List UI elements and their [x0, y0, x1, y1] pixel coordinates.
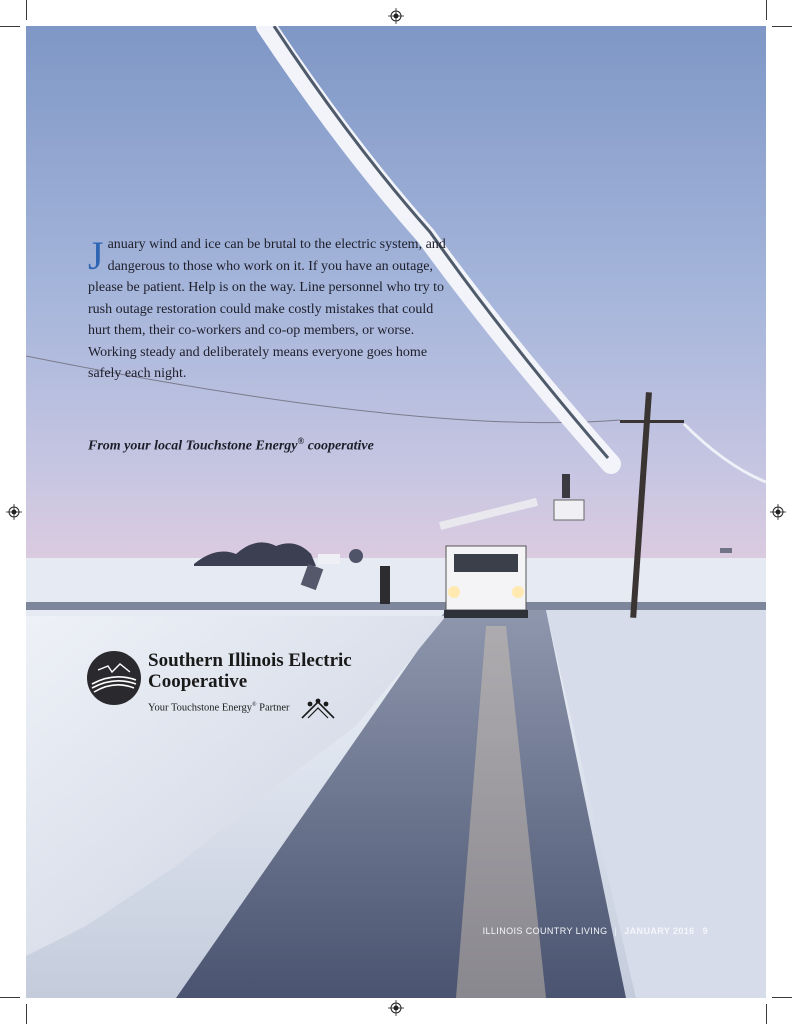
partner-registered-mark: ®: [251, 702, 257, 708]
coop-logo: [86, 648, 366, 728]
tree-line: [194, 542, 316, 566]
crop-mark: [26, 1004, 27, 1024]
crop-mark: [766, 0, 767, 20]
winter-road-scene: [26, 26, 766, 998]
farm-building: [318, 554, 340, 564]
registration-mark-icon: [6, 504, 22, 520]
crop-mark: [0, 26, 20, 27]
article-body-text: anuary wind and ice can be brutal to the electric system, and dangerous to those who work on it. If you have an outage, please be patient. Help is on the way. Line personnel who try to rush outage restoration could make costly mistakes that could hurt them, their co-workers and co-op members, or worse. Working steady and deliberately means everyone goes home safely each night.: [88, 237, 446, 381]
publication-name: ILLINOIS COUNTRY LIVING: [482, 926, 608, 936]
pole-crossarm: [620, 420, 684, 423]
crop-mark: [772, 26, 792, 27]
ice-storm-photo: [26, 26, 766, 998]
footer-separator: |: [614, 926, 618, 936]
crop-mark: [26, 0, 27, 20]
street-sign: [720, 548, 732, 553]
tagline: [88, 436, 468, 455]
touchstone-energy-icon: [300, 698, 336, 720]
partner-line: [148, 702, 290, 714]
lineman: [380, 566, 390, 604]
page-footer: [483, 926, 708, 936]
crop-mark: [766, 1004, 767, 1024]
registration-mark-icon: [388, 1000, 404, 1016]
partner-text: Your Touchstone Energy: [148, 702, 252, 714]
page-number: 9: [702, 926, 708, 936]
registration-mark-icon: [388, 8, 404, 24]
article-body: [88, 234, 448, 385]
cross-road: [26, 602, 766, 610]
registration-mark-icon: [770, 504, 786, 520]
crop-mark: [772, 997, 792, 998]
partner-end: Partner: [256, 702, 290, 714]
issue-date: JANUARY 2016: [624, 926, 695, 936]
coop-globe-icon: [86, 650, 142, 706]
tagline-end: cooperative: [304, 438, 374, 454]
tagline-text: From your local Touchstone Energy: [88, 438, 298, 454]
crop-mark: [0, 997, 20, 998]
iced-line: [684, 424, 766, 482]
tree: [349, 549, 363, 563]
registered-mark: ®: [297, 436, 305, 446]
coop-name: Southern Illinois Electric Cooperative: [148, 650, 352, 692]
drop-cap: J: [88, 233, 104, 278]
